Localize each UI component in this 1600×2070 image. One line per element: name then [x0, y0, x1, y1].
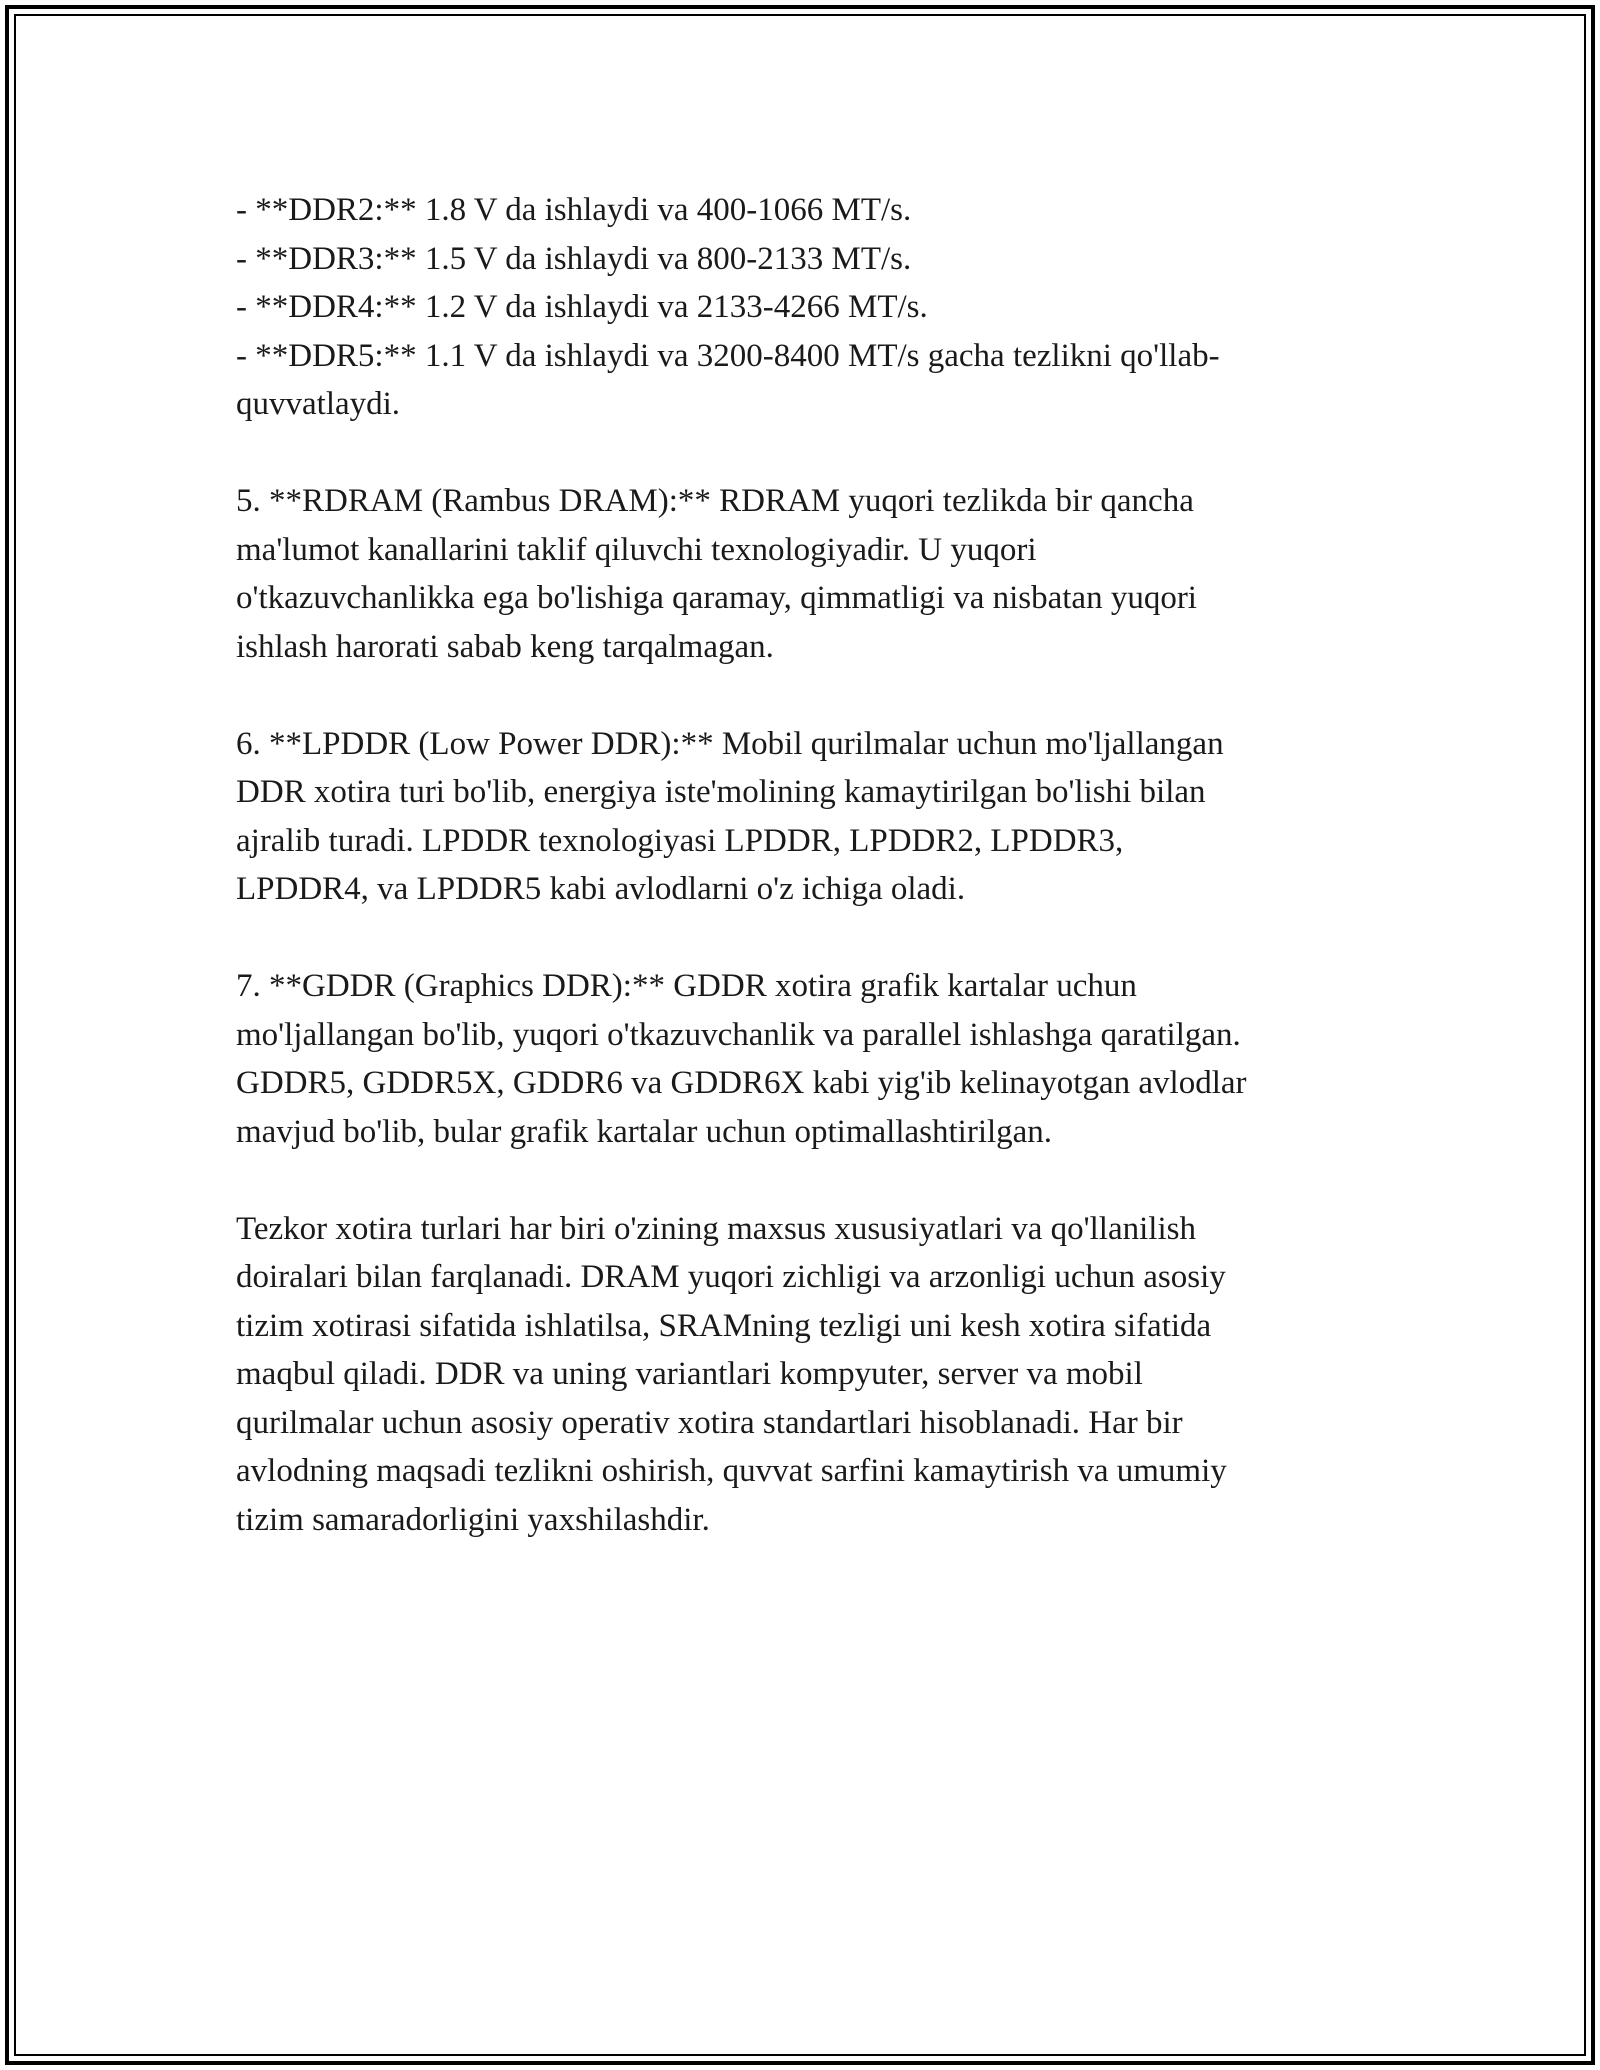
text-line: ishlash harorati sabab keng tarqalmagan. — [236, 628, 774, 665]
text-line: tizim samaradorligini yaxshilashdir. — [236, 1501, 710, 1538]
text-line: o'tkazuvchanlikka ega bo'lishiga qaramay, qimmatligi va nisbatan yuqori — [236, 580, 1197, 616]
text-line: Tezkor xotira turlari har biri o'zining maxsus xususiyatlari va qo'llanilish — [236, 1210, 1196, 1247]
text-line: 6. **LPDDR (Low Power DDR):** Mobil qurilmalar uchun mo'ljallangan — [236, 725, 1224, 762]
text-line: 5. **RDRAM (Rambus DRAM):** RDRAM yuqori tezlikda bir qancha — [236, 483, 1194, 519]
text-line: mavjud bo'lib, bular grafik kartalar uchun optimallashtirilgan. — [236, 1113, 1053, 1150]
text-line: GDDR5, GDDR5X, GDDR6 va GDDR6X kabi yig'ib kelinayotgan avlodlar — [236, 1065, 1247, 1101]
text-line: avlodning maqsadi tezlikni oshirish, quvvat sarfini kamaytirish va umumiy — [236, 1453, 1227, 1489]
text-line: doiralari bilan farqlanadi. DRAM yuqori zichligi va arzonligi uchun asosiy — [236, 1259, 1226, 1295]
text-line: maqbul qiladi. DDR va uning variantlari kompyuter, server va mobil — [236, 1356, 1143, 1392]
text-line: DDR xotira turi bo'lib, energiya iste'molining kamaytirilgan bo'lishi bilan — [236, 774, 1206, 810]
text-line: mo'ljallangan bo'lib, yuqori o'tkazuvchanlik va parallel ishlashga qaratilgan. — [236, 1016, 1241, 1053]
text-line: tizim xotirasi sifatida ishlatilsa, SRAMning tezligi uni kesh xotira sifatida — [236, 1307, 1212, 1344]
list-item-ddr2: - **DDR2:** 1.8 V da ishlaydi va 400-1066 MT/s. — [236, 192, 912, 228]
text-line: qurilmalar uchun asosiy operativ xotira standartlari hisoblanadi. Har bir — [236, 1404, 1183, 1441]
list-item-ddr5-continuation: quvvatlaydi. — [236, 386, 401, 422]
list-item-ddr5: - **DDR5:** 1.1 V da ishlaydi va 3200-8400 MT/s gacha tezlikni qo'llab- — [236, 337, 1220, 374]
paragraph-summary — [236, 1205, 1366, 1545]
paragraph-gddr — [236, 962, 1366, 1156]
paragraph-rdram — [236, 477, 1366, 671]
list-item-ddr3: - **DDR3:** 1.5 V da ishlaydi va 800-2133 MT/s. — [236, 240, 912, 277]
list-item-ddr4: - **DDR4:** 1.2 V da ishlaydi va 2133-4266 MT/s. — [236, 289, 928, 325]
text-line: ma'lumot kanallarini taklif qiluvchi texnologiyadir. U yuqori — [236, 531, 1037, 568]
text-line: LPDDR4, va LPDDR5 kabi avlodlarni o'z ichiga oladi. — [236, 871, 966, 907]
document-body — [236, 186, 1366, 1544]
text-line: ajralib turadi. LPDDR texnologiyasi LPDDR, LPDDR2, LPDDR3, — [236, 822, 1124, 859]
text-line: 7. **GDDR (Graphics DDR):** GDDR xotira grafik kartalar uchun — [236, 968, 1137, 1004]
paragraph-lpddr — [236, 720, 1366, 914]
